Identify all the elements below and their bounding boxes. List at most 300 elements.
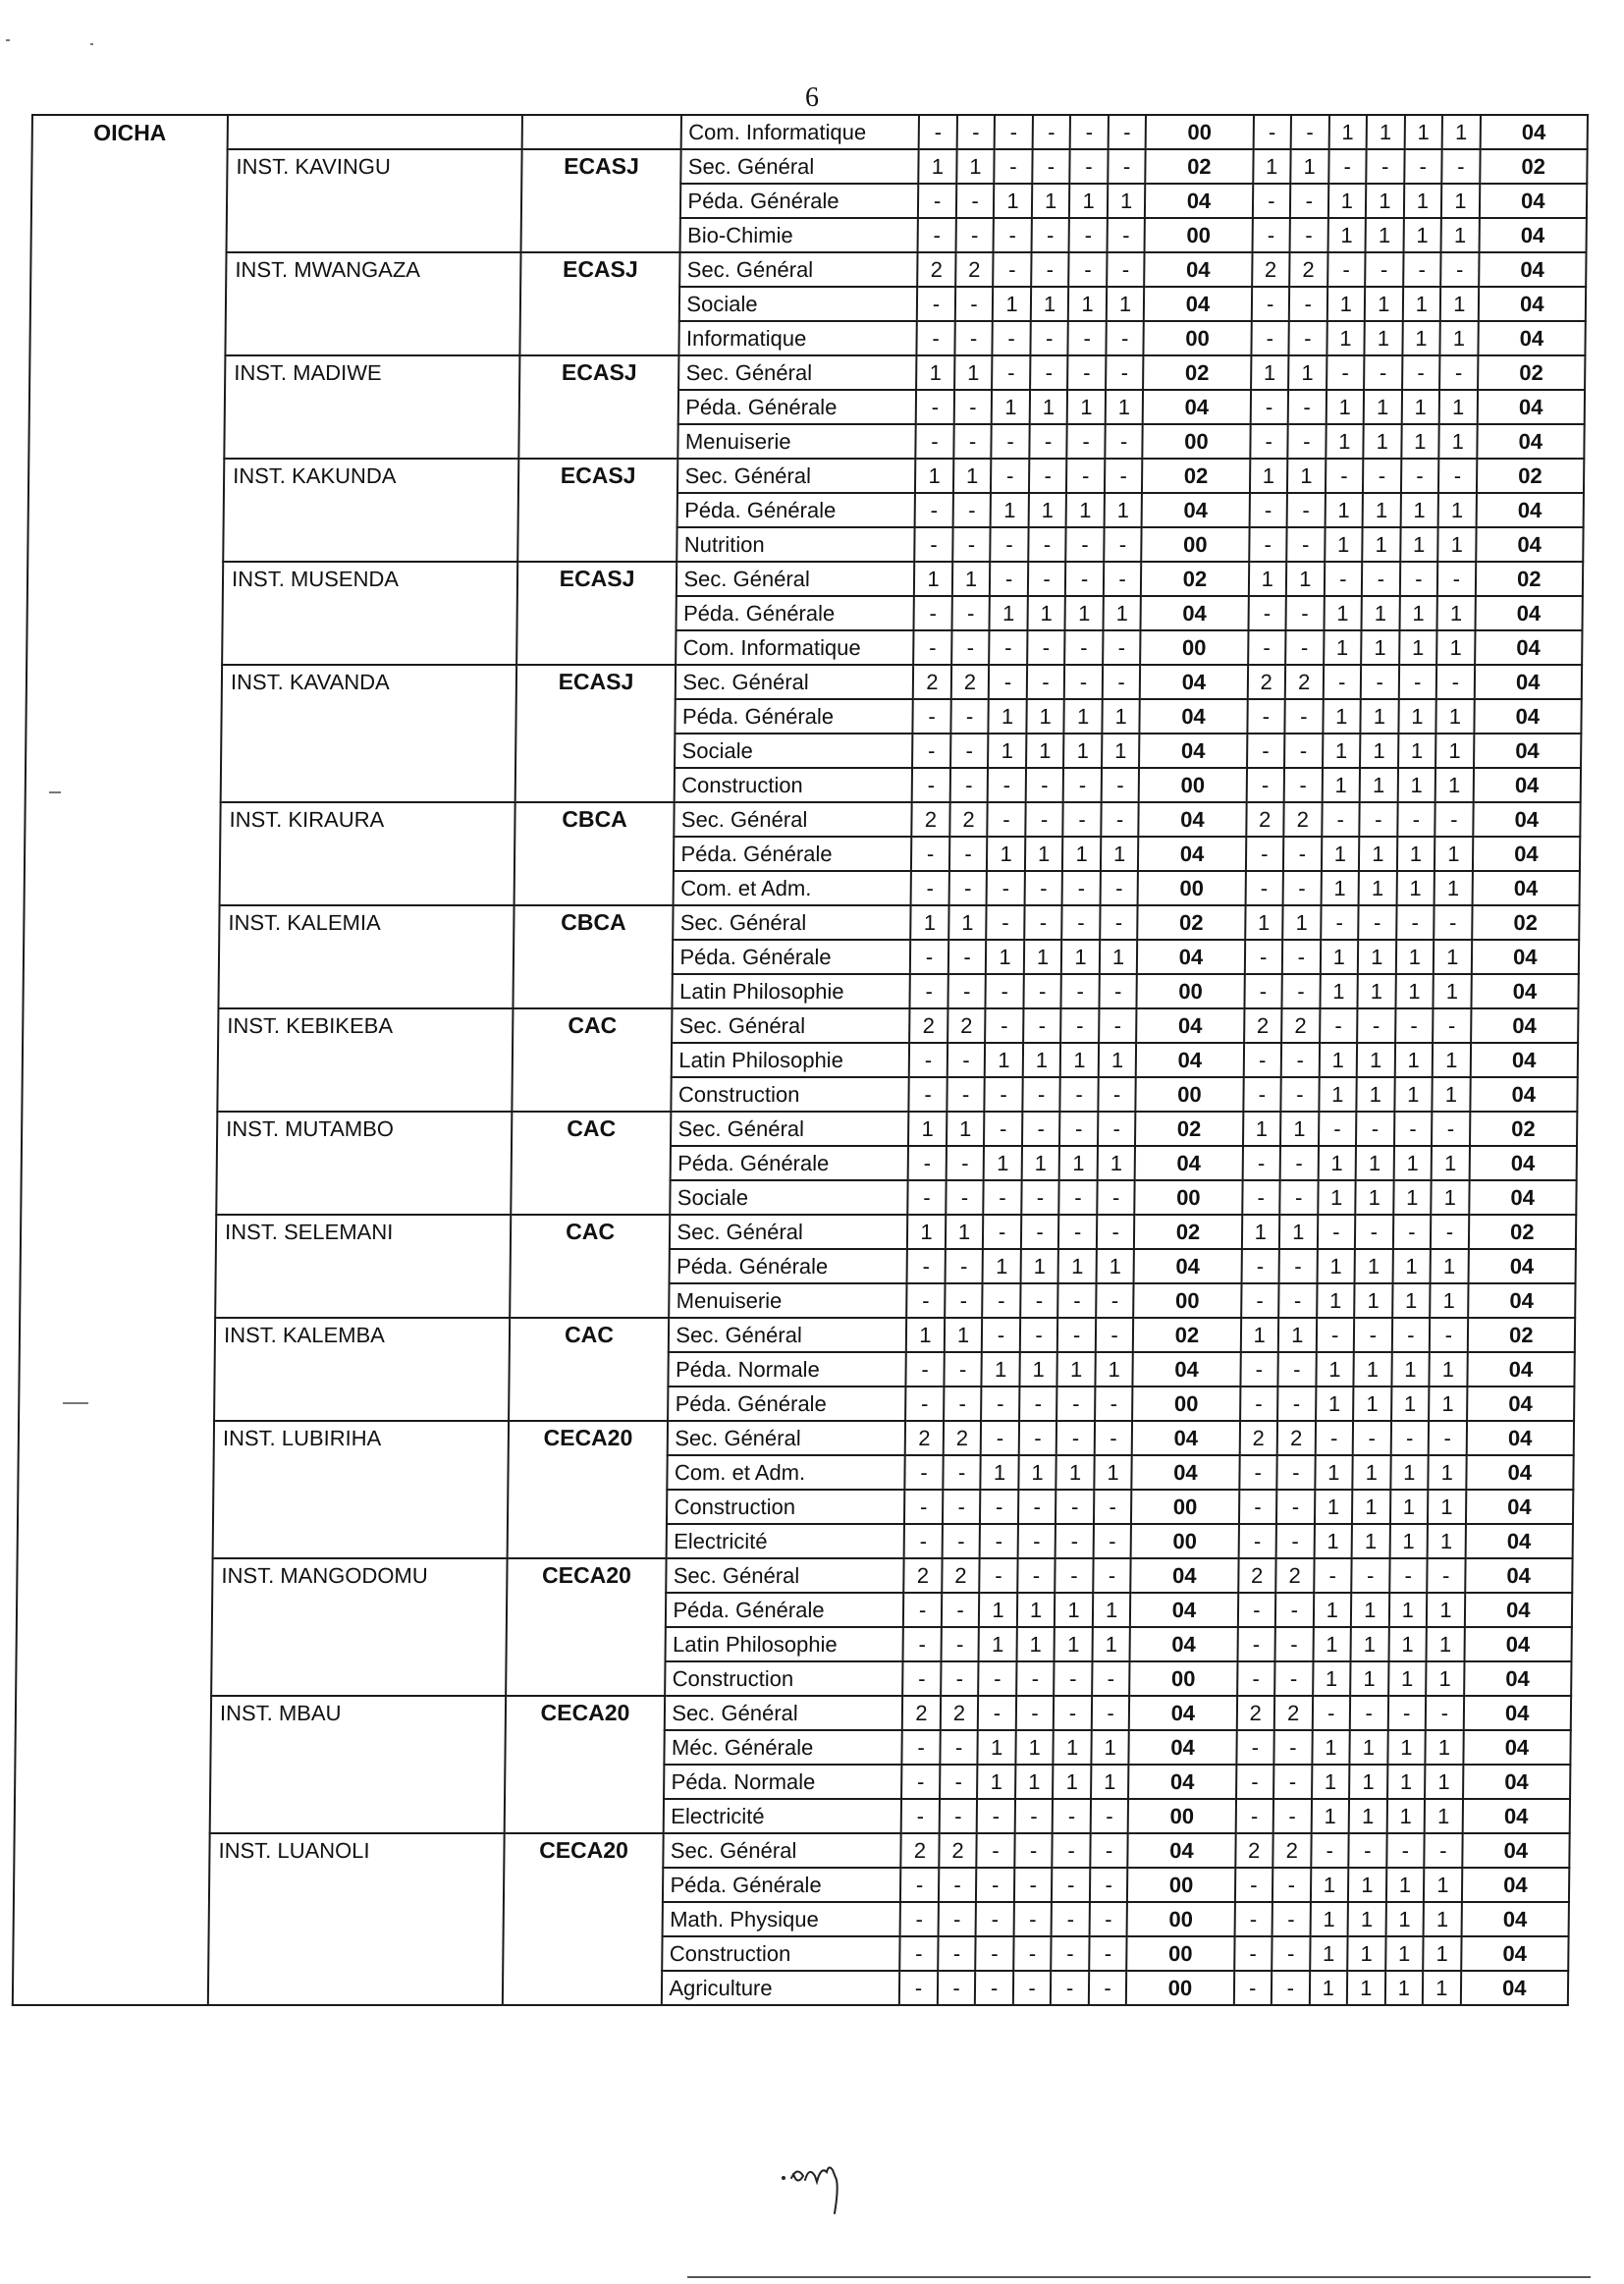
value-cell: 1 bbox=[1028, 493, 1066, 527]
value-cell: 2 bbox=[941, 1696, 979, 1730]
value-cell: - bbox=[1314, 1558, 1352, 1593]
section-cell: Péda. Normale bbox=[669, 1352, 906, 1387]
value-cell: 1 bbox=[989, 699, 1027, 734]
value-cell: 1 bbox=[1093, 1593, 1131, 1627]
value-cell: 1 bbox=[1103, 596, 1141, 630]
network-cell: ECASJ bbox=[518, 355, 679, 459]
value-cell: 1 bbox=[1431, 1180, 1469, 1215]
value-cell: - bbox=[1357, 1008, 1395, 1043]
value-cell: - bbox=[946, 1146, 984, 1180]
value-cell: - bbox=[1054, 1661, 1092, 1696]
value-cell: 1 bbox=[1348, 1902, 1386, 1936]
value-cell: 1 bbox=[1398, 734, 1436, 768]
value-cell: - bbox=[1064, 665, 1103, 699]
value-cell: - bbox=[1291, 115, 1329, 149]
value-cell: - bbox=[899, 1971, 938, 2005]
total-cell: 04 bbox=[1476, 493, 1584, 527]
value-cell: 1 bbox=[1361, 630, 1399, 665]
value-cell: 1 bbox=[1056, 1455, 1095, 1490]
value-cell: - bbox=[1013, 1971, 1052, 2005]
total-cell: 04 bbox=[1461, 1936, 1569, 1971]
value-cell: 1 bbox=[1365, 287, 1403, 321]
network-cell: ECASJ bbox=[514, 665, 676, 802]
value-cell: - bbox=[1106, 355, 1144, 390]
total-cell: 02 bbox=[1472, 905, 1580, 940]
value-cell: - bbox=[904, 1490, 943, 1524]
value-cell: - bbox=[942, 1593, 980, 1627]
total-cell: 04 bbox=[1466, 1455, 1574, 1490]
school-name-cell: INST. KALEMBA bbox=[214, 1318, 510, 1421]
value-cell: 1 bbox=[1319, 1077, 1357, 1112]
value-cell: - bbox=[977, 1799, 1015, 1833]
total-cell: 00 bbox=[1126, 1971, 1234, 2005]
value-cell: 1 bbox=[1326, 287, 1365, 321]
region-cell: OICHA bbox=[13, 115, 228, 2005]
value-cell: 1 bbox=[1094, 1455, 1132, 1490]
value-cell: - bbox=[1053, 1833, 1091, 1868]
value-cell: 1 bbox=[1062, 837, 1101, 871]
value-cell: - bbox=[953, 424, 992, 459]
value-cell: 1 bbox=[1319, 1043, 1357, 1077]
table-row bbox=[16, 1696, 1571, 1730]
value-cell: - bbox=[952, 527, 991, 562]
value-cell: - bbox=[1390, 1421, 1429, 1455]
value-cell: - bbox=[1091, 1799, 1129, 1833]
value-cell: - bbox=[980, 1490, 1018, 1524]
value-cell: - bbox=[1096, 1318, 1134, 1352]
value-cell: 1 bbox=[1356, 1077, 1394, 1112]
value-cell: 1 bbox=[1241, 1215, 1279, 1249]
value-cell: 1 bbox=[1426, 1730, 1464, 1765]
total-cell: 04 bbox=[1475, 630, 1583, 665]
value-cell: - bbox=[1069, 218, 1108, 252]
value-cell: 1 bbox=[1020, 1249, 1058, 1283]
value-cell: - bbox=[1057, 1318, 1096, 1352]
value-cell: 1 bbox=[1310, 1936, 1348, 1971]
value-cell: 1 bbox=[1387, 1730, 1426, 1765]
value-cell: - bbox=[984, 1180, 1022, 1215]
value-cell: - bbox=[1098, 1112, 1136, 1146]
section-cell: Sec. Général bbox=[680, 252, 918, 287]
table-row bbox=[27, 665, 1582, 699]
section-cell: Menuiserie bbox=[678, 424, 916, 459]
value-cell: 1 bbox=[1397, 768, 1435, 802]
value-cell: 1 bbox=[952, 562, 991, 596]
value-cell: - bbox=[987, 871, 1025, 905]
value-cell: - bbox=[944, 1387, 982, 1421]
value-cell: - bbox=[994, 218, 1032, 252]
value-cell: - bbox=[1247, 699, 1285, 734]
value-cell: - bbox=[989, 665, 1027, 699]
value-cell: - bbox=[941, 1661, 979, 1696]
value-cell: - bbox=[981, 1387, 1019, 1421]
value-cell: 1 bbox=[1286, 562, 1325, 596]
value-cell: - bbox=[1245, 871, 1283, 905]
value-cell: - bbox=[1237, 1627, 1275, 1661]
value-cell: 1 bbox=[1388, 1593, 1427, 1627]
value-cell: - bbox=[1289, 287, 1327, 321]
total-cell: 04 bbox=[1132, 1421, 1240, 1455]
value-cell: - bbox=[916, 390, 954, 424]
value-cell: - bbox=[1052, 1936, 1090, 1971]
value-cell: - bbox=[1248, 630, 1286, 665]
value-cell: 2 bbox=[1238, 1558, 1276, 1593]
value-cell: 1 bbox=[1429, 1387, 1467, 1421]
value-cell: 1 bbox=[1431, 1249, 1469, 1283]
value-cell: 1 bbox=[1399, 596, 1437, 630]
value-cell: 1 bbox=[954, 355, 993, 390]
value-cell: - bbox=[1089, 1936, 1127, 1971]
value-cell: - bbox=[1018, 1490, 1056, 1524]
section-cell: Math. Physique bbox=[663, 1902, 900, 1936]
value-cell: - bbox=[907, 1249, 946, 1283]
total-cell: 04 bbox=[1128, 1833, 1236, 1868]
total-cell: 04 bbox=[1469, 1180, 1577, 1215]
value-cell: 1 bbox=[1096, 1249, 1134, 1283]
total-cell: 04 bbox=[1138, 837, 1246, 871]
value-cell: 1 bbox=[1317, 1249, 1355, 1283]
value-cell: - bbox=[901, 1799, 940, 1833]
total-cell: 04 bbox=[1471, 940, 1579, 974]
value-cell: - bbox=[1242, 1146, 1280, 1180]
value-cell: - bbox=[1246, 768, 1284, 802]
total-cell: 04 bbox=[1468, 1283, 1576, 1318]
value-cell: 1 bbox=[1240, 1318, 1278, 1352]
value-cell: - bbox=[919, 115, 957, 149]
scan-speck bbox=[6, 39, 10, 41]
value-cell: - bbox=[1241, 1249, 1279, 1283]
value-cell: - bbox=[1021, 1215, 1059, 1249]
value-cell: 1 bbox=[1326, 390, 1364, 424]
value-cell: - bbox=[913, 630, 951, 665]
value-cell: 1 bbox=[1106, 390, 1144, 424]
school-name-cell: INST. SELEMANI bbox=[215, 1215, 511, 1318]
section-cell: Menuiserie bbox=[670, 1283, 907, 1318]
value-cell: - bbox=[1019, 1387, 1057, 1421]
section-cell: Construction bbox=[667, 1490, 904, 1524]
value-cell: 1 bbox=[1349, 1765, 1387, 1799]
value-cell: 1 bbox=[1018, 1455, 1056, 1490]
value-cell: 1 bbox=[1352, 1455, 1390, 1490]
value-cell: 1 bbox=[1403, 184, 1441, 218]
value-cell: - bbox=[1108, 149, 1146, 184]
value-cell: - bbox=[1282, 974, 1321, 1008]
total-cell: 04 bbox=[1143, 390, 1251, 424]
value-cell: - bbox=[1100, 905, 1138, 940]
value-cell: 1 bbox=[947, 1112, 985, 1146]
value-cell: 1 bbox=[1366, 184, 1404, 218]
section-cell: Electricité bbox=[664, 1799, 901, 1833]
total-cell: 04 bbox=[1471, 974, 1579, 1008]
value-cell: - bbox=[1358, 905, 1396, 940]
value-cell: - bbox=[1253, 115, 1291, 149]
total-cell: 02 bbox=[1143, 355, 1251, 390]
value-cell: - bbox=[1067, 355, 1106, 390]
total-cell: 04 bbox=[1477, 390, 1585, 424]
section-cell: Sociale bbox=[671, 1180, 908, 1215]
value-cell: 1 bbox=[1323, 734, 1361, 768]
value-cell: - bbox=[947, 1077, 985, 1112]
value-cell: - bbox=[1102, 768, 1140, 802]
value-cell: 2 bbox=[1244, 1008, 1282, 1043]
value-cell: 1 bbox=[1441, 184, 1480, 218]
value-cell: - bbox=[1249, 493, 1287, 527]
value-cell: - bbox=[899, 1936, 938, 1971]
table-row bbox=[20, 1318, 1575, 1352]
value-cell: 1 bbox=[990, 596, 1028, 630]
value-cell: - bbox=[1060, 1008, 1099, 1043]
value-cell: - bbox=[940, 1730, 978, 1765]
value-cell: - bbox=[1280, 1146, 1319, 1180]
total-cell: 04 bbox=[1463, 1730, 1571, 1765]
value-cell: 1 bbox=[1348, 1868, 1386, 1902]
value-cell: - bbox=[944, 1352, 982, 1387]
value-cell: - bbox=[948, 940, 987, 974]
value-cell: - bbox=[1323, 665, 1361, 699]
value-cell: - bbox=[1023, 974, 1061, 1008]
value-cell: - bbox=[1272, 1971, 1310, 2005]
total-cell: 04 bbox=[1463, 1696, 1571, 1730]
value-cell: - bbox=[1059, 1180, 1098, 1215]
value-cell: 2 bbox=[917, 252, 955, 287]
section-cell: Construction bbox=[663, 1936, 900, 1971]
value-cell: - bbox=[955, 287, 994, 321]
value-cell: - bbox=[949, 768, 988, 802]
value-cell: - bbox=[1277, 1352, 1316, 1387]
value-cell: 1 bbox=[1427, 1593, 1465, 1627]
value-cell: 1 bbox=[1436, 630, 1475, 665]
value-cell: - bbox=[1097, 1215, 1135, 1249]
value-cell: 2 bbox=[1247, 665, 1285, 699]
section-cell: Sec. Général bbox=[665, 1696, 902, 1730]
value-cell: - bbox=[1028, 562, 1066, 596]
total-cell: 02 bbox=[1138, 905, 1246, 940]
total-cell: 00 bbox=[1144, 321, 1252, 355]
value-cell: 1 bbox=[1326, 321, 1365, 355]
network-cell: ECASJ bbox=[520, 149, 681, 252]
value-cell: 1 bbox=[1426, 1661, 1464, 1696]
value-cell: - bbox=[1397, 802, 1435, 837]
total-cell: 04 bbox=[1462, 1868, 1570, 1902]
value-cell: - bbox=[1030, 355, 1068, 390]
value-cell: 1 bbox=[1312, 1765, 1350, 1799]
value-cell: - bbox=[981, 1421, 1019, 1455]
value-cell: - bbox=[980, 1524, 1018, 1558]
total-cell: 04 bbox=[1462, 1799, 1570, 1833]
total-cell: 04 bbox=[1467, 1352, 1575, 1387]
value-cell: - bbox=[1433, 1008, 1471, 1043]
value-cell: 1 bbox=[1282, 905, 1321, 940]
value-cell: - bbox=[978, 1661, 1016, 1696]
value-cell: 1 bbox=[1432, 1146, 1470, 1180]
value-cell: - bbox=[1236, 1730, 1274, 1765]
value-cell: - bbox=[1324, 562, 1362, 596]
total-cell: 04 bbox=[1137, 940, 1245, 974]
value-cell: 1 bbox=[1355, 1249, 1393, 1283]
value-cell: 1 bbox=[1424, 1902, 1462, 1936]
value-cell: - bbox=[954, 321, 993, 355]
school-name-cell: INST. KEBIKEBA bbox=[217, 1008, 513, 1112]
value-cell: 1 bbox=[1251, 355, 1289, 390]
value-cell: 1 bbox=[1101, 837, 1139, 871]
value-cell: 1 bbox=[1395, 974, 1434, 1008]
value-cell: - bbox=[1234, 1868, 1272, 1902]
value-cell: 1 bbox=[1322, 768, 1360, 802]
value-cell: 1 bbox=[1055, 1593, 1093, 1627]
total-cell: 04 bbox=[1471, 1008, 1579, 1043]
value-cell: - bbox=[1023, 1008, 1061, 1043]
table-row bbox=[30, 252, 1586, 287]
value-cell: - bbox=[1058, 1283, 1097, 1318]
value-cell: 1 bbox=[1360, 768, 1398, 802]
value-cell: 1 bbox=[1366, 218, 1404, 252]
value-cell: - bbox=[1016, 1661, 1055, 1696]
value-cell: - bbox=[1233, 1971, 1272, 2005]
value-cell: 1 bbox=[907, 1215, 946, 1249]
value-cell: - bbox=[952, 493, 991, 527]
section-cell: Sec. Général bbox=[664, 1833, 901, 1868]
value-cell: - bbox=[1386, 1833, 1425, 1868]
value-cell: - bbox=[1290, 218, 1328, 252]
section-cell: Péda. Générale bbox=[671, 1146, 908, 1180]
value-cell: 1 bbox=[1350, 1661, 1388, 1696]
value-cell: 2 bbox=[1235, 1833, 1273, 1868]
value-cell: 1 bbox=[1403, 218, 1441, 252]
value-cell: - bbox=[1092, 1661, 1130, 1696]
value-cell: - bbox=[1025, 802, 1063, 837]
value-cell: 1 bbox=[1364, 390, 1402, 424]
value-cell: 1 bbox=[985, 1043, 1023, 1077]
value-cell: 1 bbox=[1316, 1387, 1354, 1421]
value-cell: - bbox=[1014, 1799, 1053, 1833]
value-cell: 1 bbox=[1064, 699, 1103, 734]
value-cell: - bbox=[1403, 252, 1441, 287]
value-cell: 1 bbox=[1432, 1077, 1470, 1112]
total-cell: 04 bbox=[1129, 1696, 1237, 1730]
value-cell: 1 bbox=[1057, 1352, 1096, 1387]
value-cell: - bbox=[1351, 1558, 1389, 1593]
value-cell: 1 bbox=[1104, 493, 1142, 527]
value-cell: - bbox=[1105, 424, 1143, 459]
value-cell: 1 bbox=[1423, 1936, 1461, 1971]
value-cell: - bbox=[1429, 1421, 1467, 1455]
value-cell: 1 bbox=[1310, 1902, 1348, 1936]
value-cell: 1 bbox=[946, 1215, 984, 1249]
value-cell: - bbox=[918, 218, 956, 252]
value-cell: 2 bbox=[1236, 1696, 1274, 1730]
value-cell: 1 bbox=[1313, 1593, 1351, 1627]
value-cell: - bbox=[988, 768, 1026, 802]
value-cell: - bbox=[977, 1833, 1015, 1868]
table-row bbox=[32, 115, 1588, 149]
total-cell: 00 bbox=[1131, 1490, 1239, 1524]
value-cell: - bbox=[1241, 1283, 1279, 1318]
total-cell: 04 bbox=[1141, 596, 1249, 630]
value-cell: - bbox=[1363, 459, 1401, 493]
total-cell: 00 bbox=[1146, 115, 1254, 149]
value-cell: - bbox=[1326, 355, 1365, 390]
table-row bbox=[31, 149, 1587, 184]
value-cell: 1 bbox=[1353, 1387, 1391, 1421]
total-cell: 04 bbox=[1130, 1593, 1238, 1627]
value-cell: - bbox=[1441, 149, 1480, 184]
value-cell: - bbox=[1404, 149, 1442, 184]
value-cell: - bbox=[1234, 1936, 1272, 1971]
value-cell: - bbox=[1062, 905, 1101, 940]
value-cell: - bbox=[1391, 1318, 1430, 1352]
value-cell: - bbox=[1031, 252, 1069, 287]
value-cell: - bbox=[1278, 1283, 1317, 1318]
value-cell: - bbox=[1090, 1868, 1128, 1902]
value-cell: - bbox=[1056, 1387, 1095, 1421]
value-cell: - bbox=[900, 1902, 939, 1936]
value-cell: 1 bbox=[1066, 493, 1105, 527]
value-cell: - bbox=[1067, 424, 1106, 459]
value-cell: 2 bbox=[1275, 1558, 1314, 1593]
value-cell: 2 bbox=[939, 1833, 977, 1868]
value-cell: 1 bbox=[1427, 1627, 1465, 1661]
total-cell: 04 bbox=[1133, 1352, 1241, 1387]
value-cell: - bbox=[1054, 1696, 1092, 1730]
value-cell: - bbox=[939, 1799, 977, 1833]
value-cell: - bbox=[1017, 1524, 1056, 1558]
value-cell: - bbox=[1286, 596, 1325, 630]
value-cell: - bbox=[991, 527, 1029, 562]
value-cell: 1 bbox=[1365, 321, 1403, 355]
value-cell: - bbox=[1030, 321, 1068, 355]
value-cell: - bbox=[911, 871, 949, 905]
value-cell: - bbox=[1101, 802, 1139, 837]
value-cell: - bbox=[1366, 149, 1404, 184]
value-cell: - bbox=[988, 802, 1026, 837]
total-cell: 00 bbox=[1127, 1868, 1235, 1902]
value-cell: - bbox=[939, 1868, 977, 1902]
value-cell: - bbox=[1090, 1833, 1128, 1868]
value-cell: - bbox=[1280, 1077, 1319, 1112]
section-cell: Péda. Générale bbox=[673, 940, 910, 974]
value-cell: 2 bbox=[1252, 252, 1290, 287]
total-cell: 04 bbox=[1136, 1008, 1244, 1043]
value-cell: - bbox=[1235, 1799, 1273, 1833]
value-cell: - bbox=[955, 218, 994, 252]
value-cell: - bbox=[1032, 115, 1070, 149]
school-name-cell: INST. KIRAURA bbox=[220, 802, 515, 905]
value-cell: - bbox=[1052, 1902, 1090, 1936]
value-cell: 1 bbox=[1060, 1043, 1099, 1077]
value-cell: - bbox=[1361, 665, 1399, 699]
section-cell: Agriculture bbox=[662, 1971, 899, 2005]
network-cell: ECASJ bbox=[519, 252, 680, 355]
value-cell: - bbox=[1354, 1318, 1392, 1352]
value-cell: - bbox=[917, 287, 955, 321]
value-cell: 1 bbox=[1358, 940, 1396, 974]
total-cell: 00 bbox=[1130, 1661, 1238, 1696]
school-name-cell: INST. KAKUNDA bbox=[223, 459, 518, 562]
value-cell: - bbox=[915, 493, 953, 527]
total-cell: 04 bbox=[1131, 1558, 1239, 1593]
total-cell: 02 bbox=[1141, 562, 1249, 596]
value-cell: 1 bbox=[1321, 871, 1359, 905]
value-cell: - bbox=[1315, 1421, 1353, 1455]
value-cell: 1 bbox=[1312, 1730, 1350, 1765]
value-cell: 1 bbox=[1442, 115, 1481, 149]
section-cell: Nutrition bbox=[677, 527, 915, 562]
value-cell: - bbox=[1095, 1387, 1133, 1421]
value-cell: - bbox=[908, 1180, 947, 1215]
value-cell: - bbox=[905, 1387, 944, 1421]
value-cell: - bbox=[1312, 1696, 1350, 1730]
value-cell: - bbox=[1319, 1112, 1357, 1146]
